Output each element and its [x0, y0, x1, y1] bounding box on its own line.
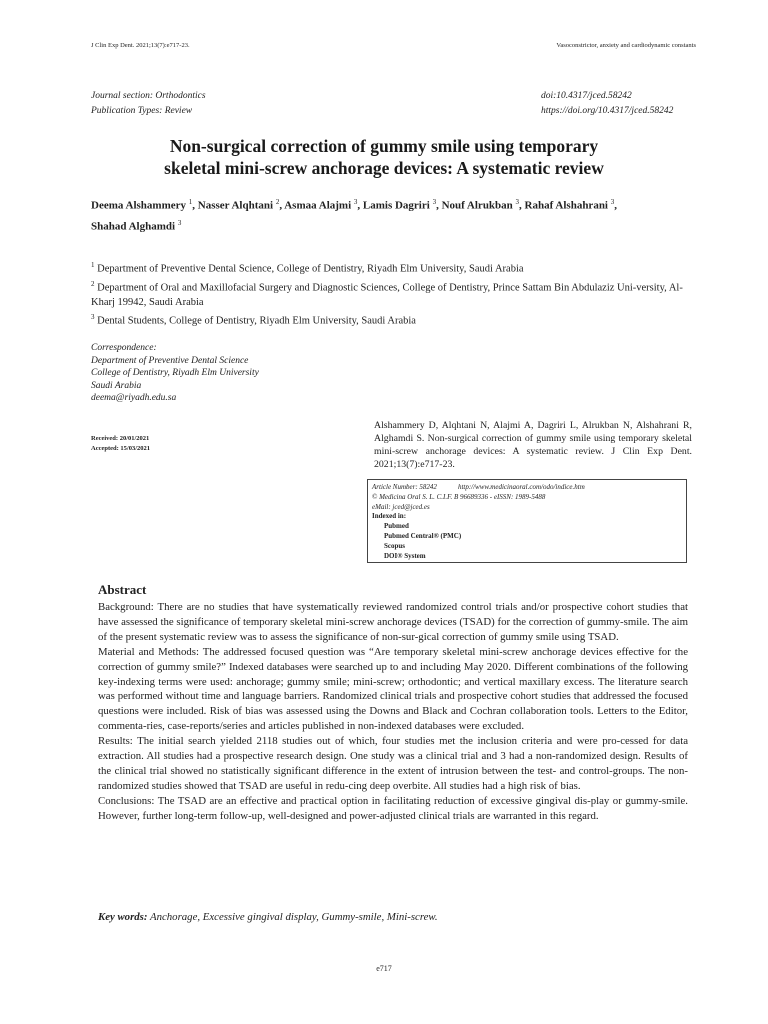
affiliation-text: Department of Preventive Dental Science, College of Dentistry, Riyadh Elm University, Saudi Arabia [97, 263, 524, 275]
author-affil-sup: 3 [353, 198, 358, 206]
journal-url[interactable]: http://www.medicinaoral.com/odo/indice.htm [457, 483, 585, 491]
author: Asmaa Alajmi [284, 199, 352, 212]
publication-type: Publication Types: Review [91, 106, 193, 116]
article-number-row [372, 483, 682, 493]
author: Rahaf Alshahrani [524, 199, 608, 212]
author-affil-sup: 3 [515, 198, 520, 206]
article-title [91, 135, 677, 179]
abstract-body [98, 600, 688, 824]
author-affil-sup: 3 [177, 218, 182, 227]
affiliation [91, 258, 695, 277]
affiliation-text: Department of Oral and Maxillofacial Surgery and Diagnostic Sciences, College of Dentistry, Prince Sattam Bin Abdulaziz Uni-versity, Al-Kharj 19942, Saudi Arabia [91, 282, 683, 308]
author: Deema Alshammery [91, 199, 187, 212]
article-number: Article Number: 58242 [372, 483, 437, 491]
correspondence-line: Department of Preventive Dental Science [91, 355, 249, 366]
correspondence-line: College of Dentistry, Riyadh Elm University [91, 368, 259, 378]
author: Nouf Alrukban [441, 199, 513, 212]
author-sep: , [357, 199, 363, 212]
author: Shahad Alghamdi [91, 220, 176, 233]
keywords-label: Key words: [98, 911, 148, 923]
correspondence-line: Saudi Arabia [91, 380, 142, 391]
abstract-heading: Abstract [98, 582, 147, 597]
page-number: e717 [376, 964, 392, 973]
index-item: Pubmed [384, 522, 409, 531]
index-item: DOI® System [384, 551, 426, 560]
received-date: Received: 20/01/2021 [91, 435, 150, 442]
affiliation-sup: 1 [91, 261, 95, 269]
author-sep: , [614, 199, 617, 212]
abstract-conclusions: Conclusions: The TSAD are an effective and practical option in facilitating reduction of excessive gingival dis-play or gummy-smile. However, further long-term follow-up, well-designed and power-adjusted clinical trials are warranted in this regard. [98, 794, 688, 822]
affiliation-text: Dental Students, College of Dentistry, Riyadh Elm University, Saudi Arabia [97, 315, 416, 327]
affiliation-sup: 2 [91, 279, 95, 288]
running-header-left: J Clin Exp Dent. 2021;13(7):e717-23. [91, 42, 190, 49]
journal-section: Journal section: Orthodontics [91, 91, 206, 101]
author-list [91, 194, 691, 235]
abstract-background: Background: There are no studies that have systematically reviewed randomized control trials and/or prospective cohort studies that have assessed the significance of temporary skeletal mini-screw anchorage devices (TSAD) for the correction of gummy-smile. The aim of the present systematic review was to assess the significance of non-sur-gical correction of gummy smile using TSAD. [98, 601, 688, 643]
correspondence-email[interactable]: deema@riyadh.edu.sa [91, 393, 177, 403]
author-affil-sup: 3 [610, 198, 615, 206]
dates [91, 434, 150, 454]
affiliations [91, 258, 695, 329]
author-sep: , [436, 199, 442, 212]
index-item: Scopus [384, 541, 406, 550]
index-item: Pubmed Central® (PMC) [384, 531, 462, 540]
title-line-2: skeletal mini-screw anchorage devices: A systematic review [164, 158, 604, 178]
citation: Alshammery D, Alqhtani N, Alajmi A, Dagriri L, Alrukban N, Alshahrani R, Alghamdi S. Non-surgical correction of gummy smile using temporary skeletal mini-screw anchorage devices: A systematic review. J Clin Exp Dent. 2021;13(7):e717-23. [374, 420, 692, 470]
correspondence [91, 342, 259, 405]
affiliation-sup: 3 [91, 313, 95, 321]
author-affil-sup: 1 [188, 198, 193, 206]
author-affil-sup: 2 [275, 198, 280, 206]
author: Nasser Alqhtani [197, 199, 274, 212]
article-info-box [367, 479, 687, 563]
author-affil-sup: 3 [432, 198, 437, 206]
abstract-methods: Material and Methods: The addressed focused question was “Are temporary skeletal mini-screw anchorage devices effective for the correction of gummy smile?” Indexed databases were searched up to and including May 2020. Different combinations of the following key-indexing terms were used: anchorage; gummy smile; mini-screw; orthodontic; and vertical maxillary excess. The literature search was performed without time and language barriers. Randomized clinical trials and prospective cohort studies that addressed the focused questions were included. Risk of bias was assessed using the Downs and Black and Cochran collaboration tools. Letters to the Editor, commenta-ries, case-reports/series and articles published in non-indexed databases were excluded. [98, 645, 688, 733]
author-sep: , [279, 199, 285, 212]
indexed-label: Indexed in: [372, 512, 407, 521]
affiliation [91, 310, 695, 329]
doi-block [541, 89, 673, 119]
journal-email[interactable]: eMail: jced@jced.es [372, 502, 430, 511]
accepted-date: Accepted: 15/03/2021 [91, 445, 151, 452]
author-sep: , [192, 199, 198, 212]
author: Lamis Dagriri [362, 199, 430, 212]
copyright: © Medicina Oral S. L. C.I.F. B 96689336 - eISSN: 1989-5488 [372, 492, 546, 501]
correspondence-label: Correspondence: [91, 343, 157, 353]
keywords-text: Anchorage, Excessive gingival display, Gummy-smile, Mini-screw. [147, 911, 438, 923]
author-sep: , [519, 199, 525, 212]
journal-meta [91, 89, 206, 119]
doi-link[interactable]: https://doi.org/10.4317/jced.58242 [541, 106, 674, 116]
keywords [98, 911, 438, 923]
title-line-1: Non-surgical correction of gummy smile using temporary [169, 136, 599, 156]
running-header-right: Vasoconstrictor, anxiety and cardiodynamic constants [556, 42, 696, 49]
abstract-results: Results: The initial search yielded 2118 studies out of which, four studies met the inclusion criteria and were pro-cessed for data extraction. All studies had a prospective research design. One study was a clinical trial and 3 had a non-randomized design. Results of the clinical trial showed no statistically significant difference in the extent of intrusion between the test- and control-groups. The non-randomized studies showed that TSAD are useful in redu-cing deep overbite. All studies had a high risk of bias. [98, 735, 688, 792]
affiliation [91, 277, 695, 311]
doi: doi:10.4317/jced.58242 [541, 91, 632, 101]
